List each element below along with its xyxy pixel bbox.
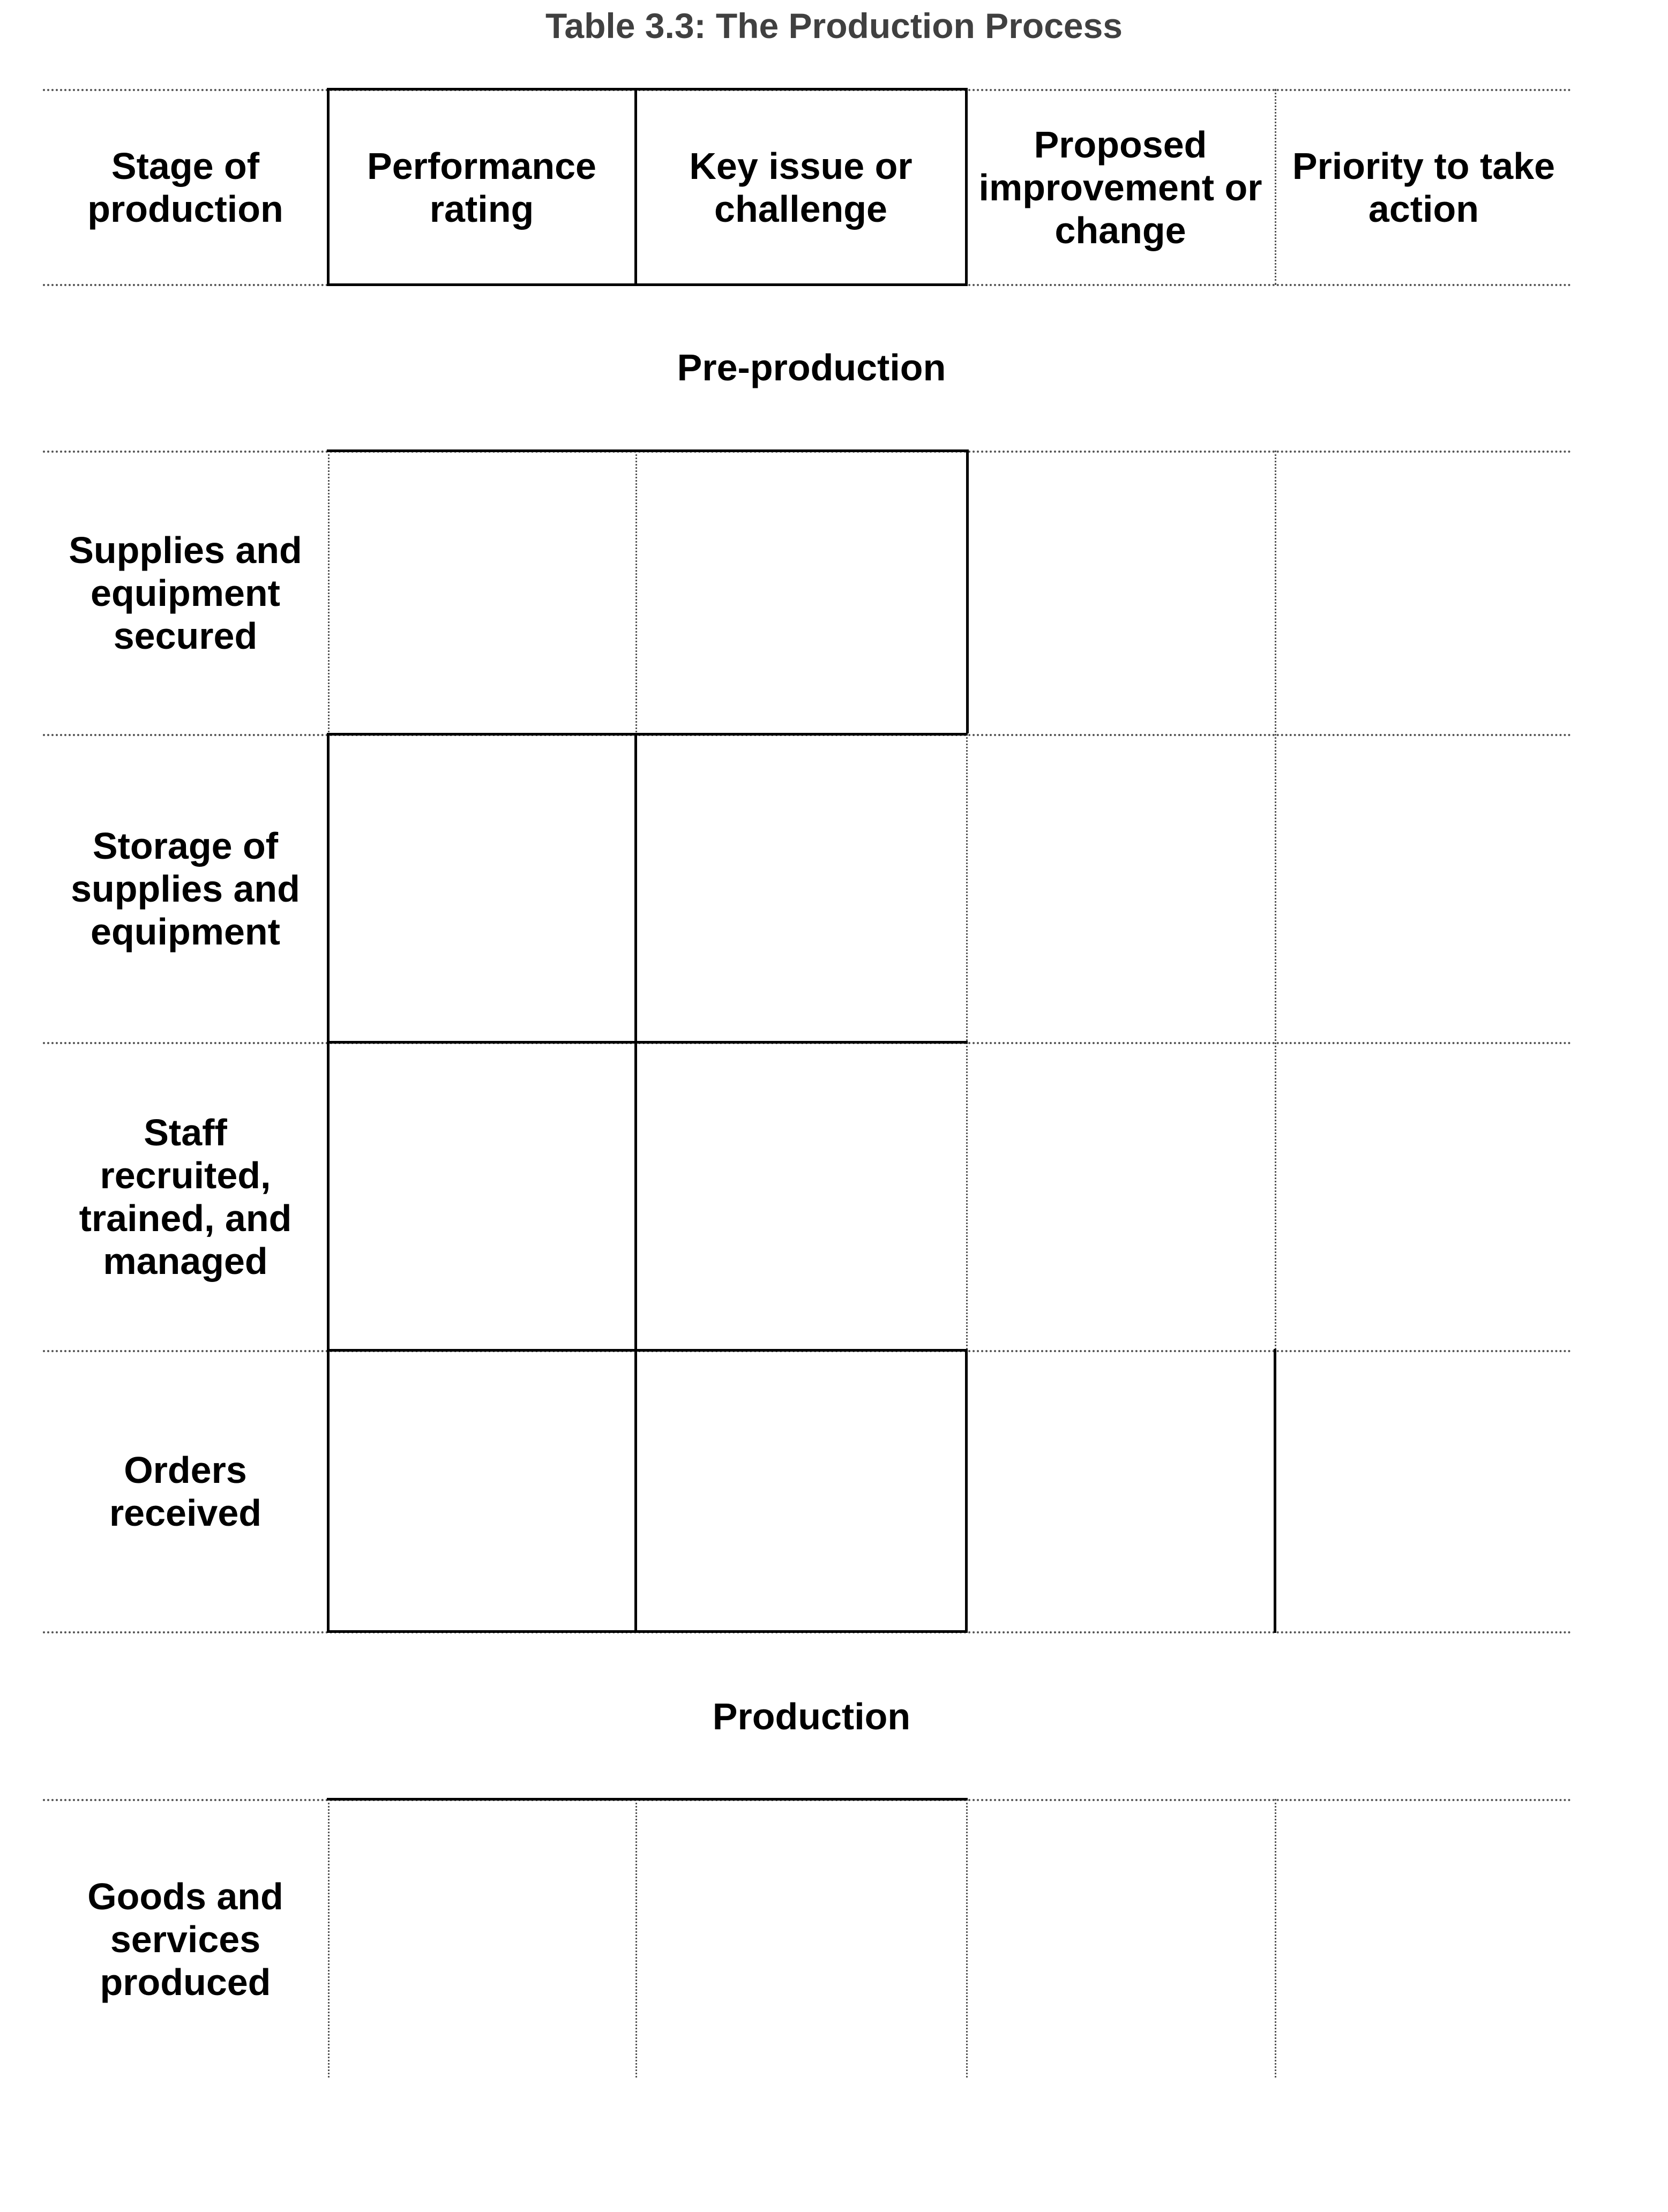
column-divider (635, 1799, 637, 2078)
orders-box-divider (634, 1349, 637, 1633)
section-production: Production (712, 1696, 911, 1737)
table-title: Table 3.3: The Production Process (545, 6, 1123, 46)
row-storage: Storage of supplies and equipment (71, 824, 300, 953)
goods-box-top (327, 1798, 968, 1801)
row-box-right (966, 449, 969, 733)
row-orders: Orders received (109, 1449, 262, 1534)
header-priority: Priority to take action (1292, 145, 1555, 230)
orders-box-outline (327, 1349, 968, 1633)
column-divider (966, 1799, 968, 2078)
column-divider (328, 1799, 330, 2078)
row-supplies: Supplies and equipment secured (69, 529, 302, 657)
row-staff: Staff recruited, trained, and managed (79, 1111, 292, 1282)
row-box-line (327, 733, 968, 736)
row-box-line (327, 1041, 968, 1044)
header-stage: Stage of production (87, 145, 283, 230)
row-goods: Goods and services produced (87, 1876, 283, 2003)
orders-box-priority-divider (1274, 1349, 1276, 1633)
row-box-top (327, 449, 968, 452)
header-improvement: Proposed improvement or change (978, 124, 1262, 251)
header-issue: Key issue or challenge (689, 145, 912, 230)
column-divider (1275, 1799, 1276, 2078)
section-pre-production: Pre-production (677, 347, 946, 388)
header-rating: Performance rating (367, 145, 596, 230)
